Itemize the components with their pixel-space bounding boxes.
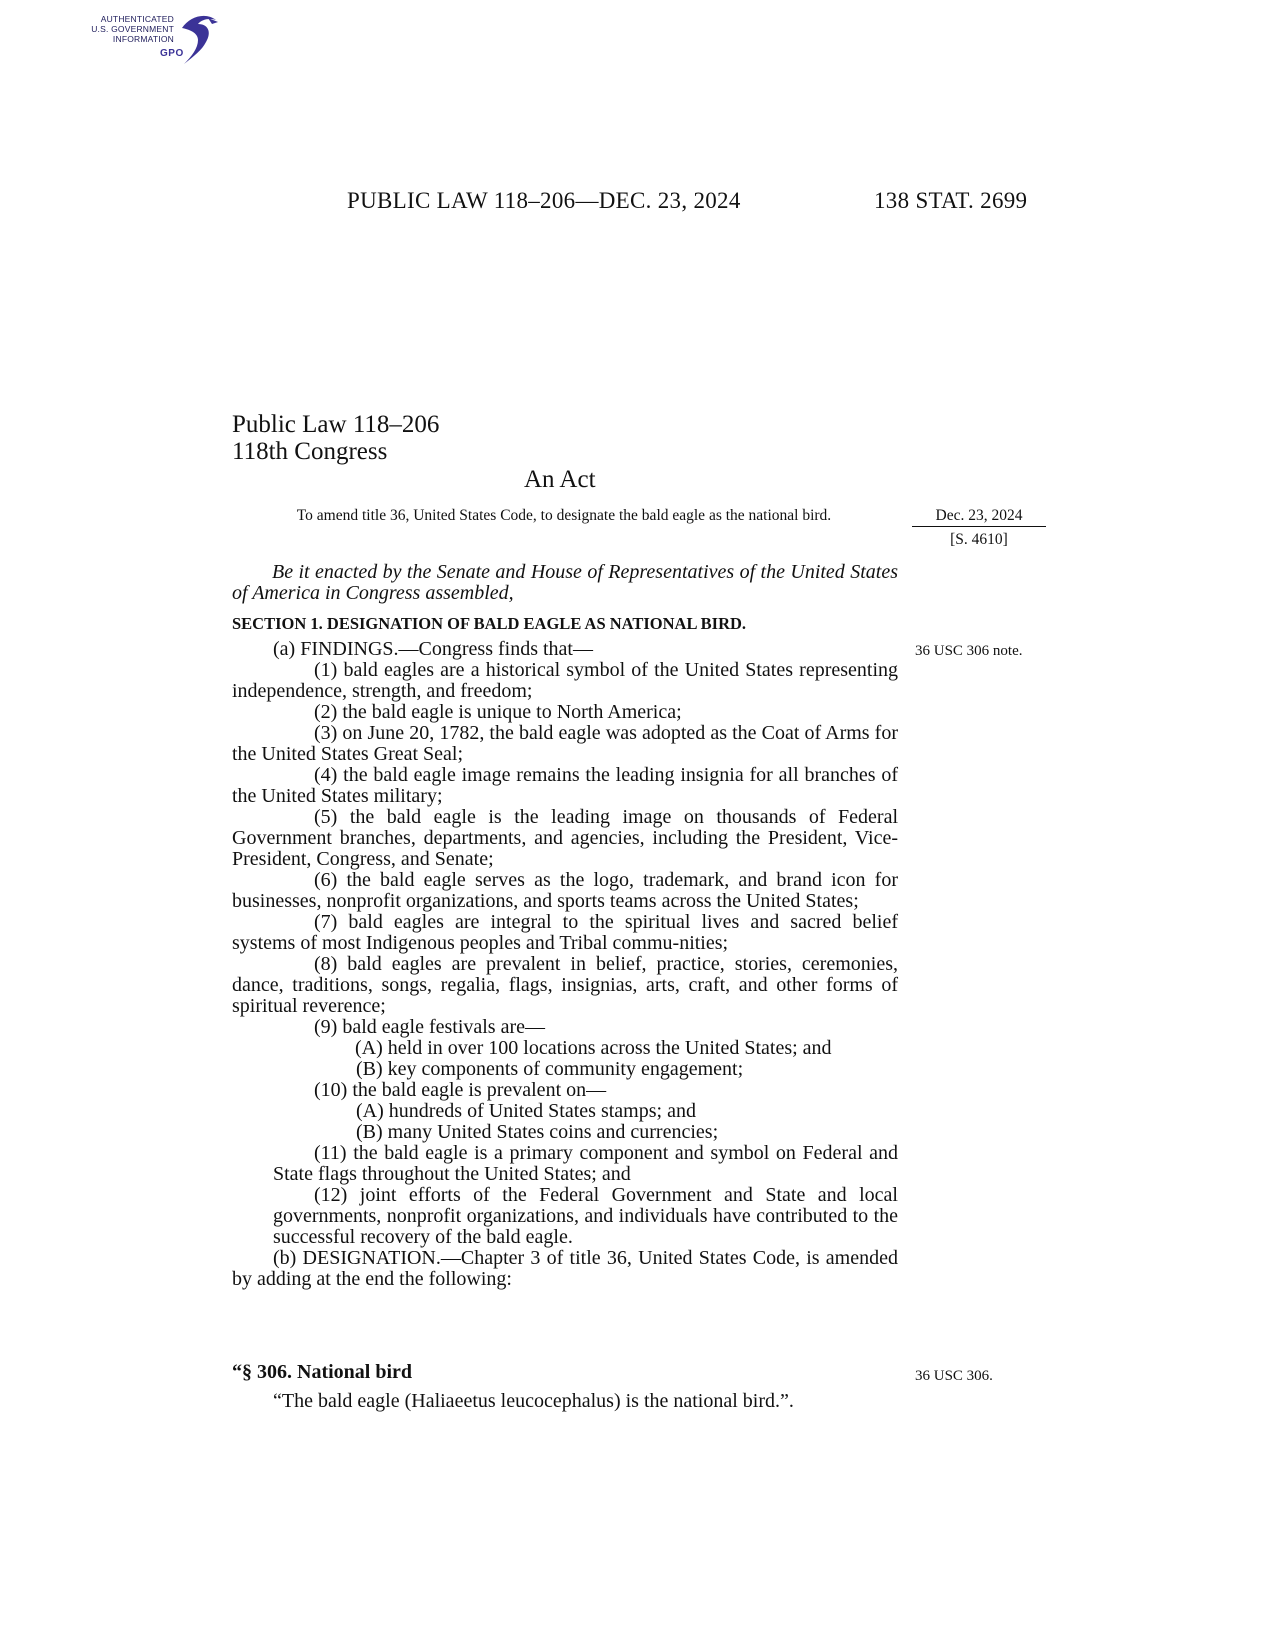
act-title: An Act xyxy=(524,466,596,493)
finding-item: (11) the bald eagle is a primary component and symbol on Federal and State flags throughout the United States; and xyxy=(273,1142,898,1185)
congress-title: 118th Congress xyxy=(232,438,388,465)
enactment-date: Dec. 23, 2024 xyxy=(912,506,1046,527)
bill-number: [S. 4610] xyxy=(950,531,1008,548)
margin-note-findings: 36 USC 306 note. xyxy=(915,643,1023,659)
purpose-statement: To amend title 36, United States Code, to designate the bald eagle as the national bird. xyxy=(296,507,832,524)
findings-label: (a) FINDINGS.—Congress finds that— xyxy=(273,638,593,660)
finding-item: (2) the bald eagle is unique to North America; xyxy=(314,701,682,723)
eagle-icon xyxy=(172,10,224,76)
gpo-mark: GPO xyxy=(160,48,184,59)
gpo-logo xyxy=(92,10,232,76)
finding-item: (10) the bald eagle is prevalent on— xyxy=(314,1079,607,1101)
finding-item: (12) joint efforts of the Federal Government and State and local governments, nonprofit organizations, and individuals have contributed to the successful recovery of the bald eagle. xyxy=(273,1184,898,1248)
designation-paragraph: (b) DESIGNATION.—Chapter 3 of title 36, United States Code, is amended by adding at the end the following: xyxy=(232,1247,898,1290)
finding-item: (9) bald eagle festivals are— xyxy=(314,1016,546,1038)
finding-subitem: (B) many United States coins and currencies; xyxy=(356,1121,719,1143)
law-title: Public Law 118–206 xyxy=(232,411,440,438)
findings-body xyxy=(232,639,898,1290)
margin-note-section: 36 USC 306. xyxy=(915,1368,993,1384)
finding-item: (8) bald eagles are prevalent in belief, practice, stories, ceremonies, dance, traditions, songs, regalia, flags, insignias, arts, craft, and other forms of spiritual reverence; xyxy=(232,953,898,1017)
running-header: PUBLIC LAW 118–206—DEC. 23, 2024 xyxy=(347,188,741,213)
finding-subitem: (A) held in over 100 locations across the United States; and xyxy=(355,1037,832,1059)
new-section-paragraph: “The bald eagle (Haliaeetus leucocephalus) is the national bird.”. xyxy=(273,1390,794,1412)
finding-item: (6) the bald eagle serves as the logo, trademark, and brand icon for businesses, nonprofit organizations, and sports teams across the United States; xyxy=(232,869,898,912)
enactment-date-box xyxy=(912,506,1046,549)
section-heading: SECTION 1. DESIGNATION OF BALD EAGLE AS NATIONAL BIRD. xyxy=(232,614,747,633)
finding-item: (7) bald eagles are integral to the spiritual lives and sacred belief systems of most Indigenous peoples and Tribal commu-nities; xyxy=(232,911,898,954)
finding-subitem: (B) key components of community engagement; xyxy=(356,1058,744,1080)
finding-item: (3) on June 20, 1782, the bald eagle was adopted as the Coat of Arms for the United States Great Seal; xyxy=(232,722,898,765)
new-section-text xyxy=(232,1391,898,1412)
enacting-clause: Be it enacted by the Senate and House of Representatives of the United States of America in Congress assembled, xyxy=(232,561,898,604)
finding-subitem: (A) hundreds of United States stamps; and xyxy=(356,1100,696,1122)
finding-item: (1) bald eagles are a historical symbol of the United States representing independence, strength, and freedom; xyxy=(232,659,898,702)
logo-line: INFORMATION xyxy=(112,34,174,44)
finding-item: (4) the bald eagle image remains the leading insignia for all branches of the United States military; xyxy=(232,764,898,807)
new-section-heading: “§ 306. National bird xyxy=(232,1361,413,1383)
finding-item: (5) the bald eagle is the leading image on thousands of Federal Government branches, departments, and agencies, including the President, Vice-President, Congress, and Senate; xyxy=(232,806,898,870)
logo-line: AUTHENTICATED xyxy=(100,14,174,24)
logo-line: U.S. GOVERNMENT xyxy=(91,24,174,34)
statute-page-number: 138 STAT. 2699 xyxy=(874,188,1028,213)
